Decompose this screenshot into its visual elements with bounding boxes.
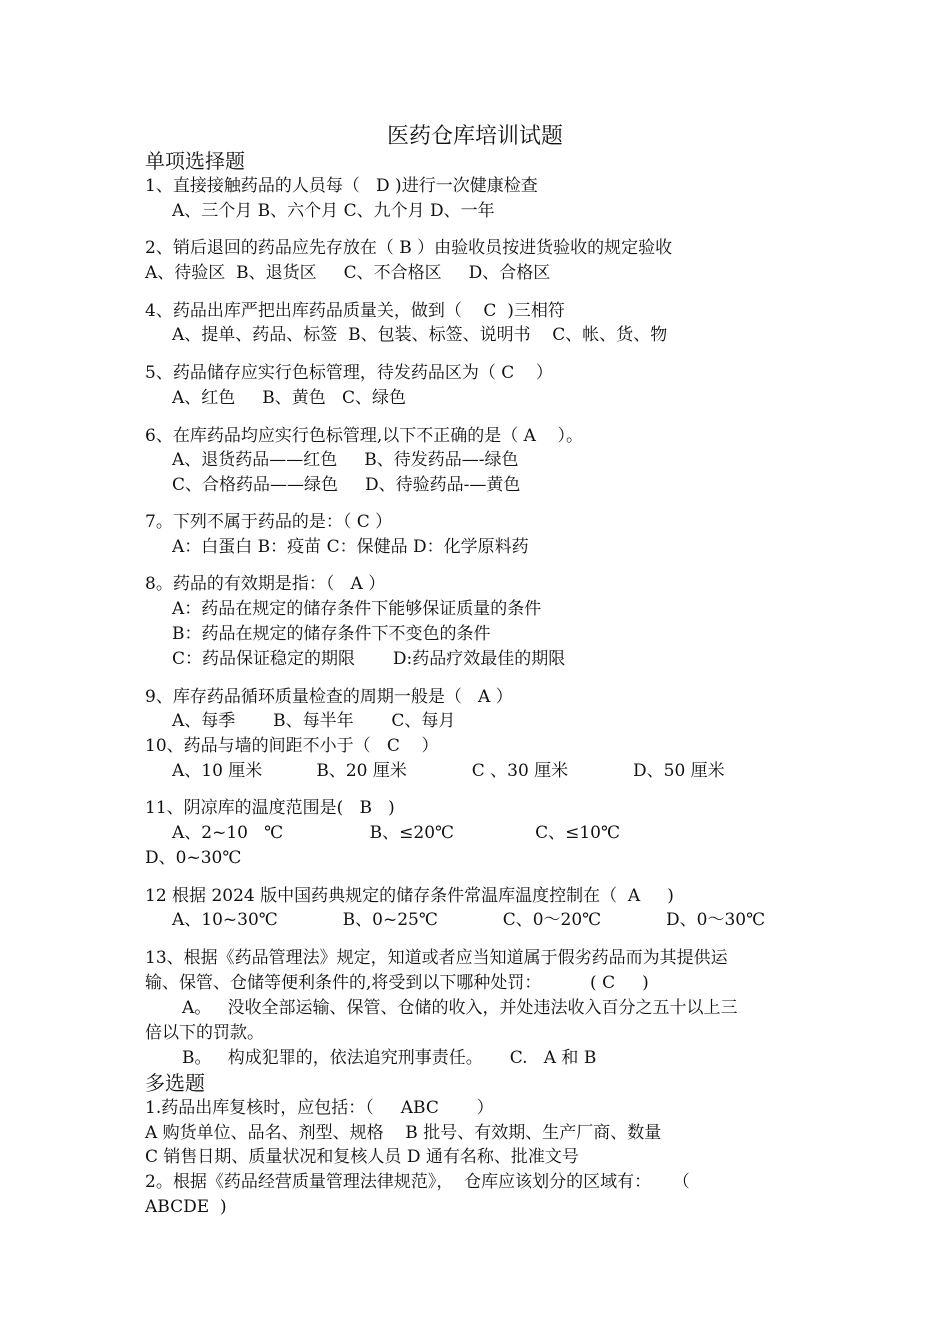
options-line: A、10~30℃ B、0~25℃ C、0～20℃ D、0～30℃ — [172, 910, 766, 930]
question-line: 2。根据《药品经营质量管理法律规范》， 仓库应该划分的区域有： （ — [145, 1172, 690, 1192]
question-line: 7。下列不属于药品的是：（ C ） — [145, 512, 393, 532]
question-line: ABCDE ) — [145, 1197, 227, 1217]
options-line: A、2~10 ℃ B、≤20℃ C、≤10℃ — [172, 823, 621, 843]
options-line: 倍以下的罚款。 — [145, 1023, 264, 1043]
question-line: 1.药品出库复核时，应包括：（ ABC ） — [145, 1098, 494, 1118]
options-line: A、红色 B、黄色 C、绿色 — [172, 388, 407, 408]
options-line: A、三个月 B、六个月 C、九个月 D、一年 — [172, 201, 495, 221]
question-line: 输、保管、仓储等便利条件的,将受到以下哪种处罚： ( C ) — [145, 973, 649, 993]
options-line: B：药品在规定的储存条件下不变色的条件 — [172, 624, 491, 644]
options-line: B。 构成犯罪的，依法追究刑事责任。 C. A 和 B — [182, 1048, 597, 1068]
question-line: 9、库存药品循环质量检查的周期一般是（ A ） — [145, 687, 513, 707]
options-line: C：药品保证稳定的期限 D:药品疗效最佳的期限 — [172, 649, 566, 669]
options-line: C、合格药品——绿色 D、待验药品-—黄色 — [172, 475, 521, 495]
question-line: 2、销后退回的药品应先存放在（ B ）由验收员按进货验收的规定验收 — [145, 238, 673, 258]
question-line: 13、根据《药品管理法》规定，知道或者应当知道属于假劣药品而为其提供运 — [145, 948, 728, 968]
options-line: A：白蛋白 B：疫苗 C：保健品 D：化学原料药 — [172, 537, 529, 557]
options-line: A。 没收全部运输、保管、仓储的收入，并处违法收入百分之五十以上三 — [182, 998, 738, 1018]
question-line: 5、药品储存应实行色标管理，待发药品区为（ C ） — [145, 363, 553, 383]
question-line: 6、在库药品均应实行色标管理,以下不正确的是（ A ）。 — [145, 426, 584, 446]
question-line: 10、药品与墙的间距不小于（ C ） — [145, 736, 439, 756]
options-line: A、提单、药品、标签 B、包装、标签、说明书 C、帐、货、物 — [172, 325, 668, 345]
options-line: A、待验区 B、退货区 C、不合格区 D、合格区 — [145, 263, 551, 283]
section-heading-multiple-choice: 多选题 — [145, 1071, 205, 1095]
question-line: 4、药品出库严把出库药品质量关，做到（ C )三相符 — [145, 301, 565, 321]
question-line: 8。药品的有效期是指：（ A ） — [145, 574, 386, 594]
options-line: A 购货单位、品名、剂型、规格 B 批号、有效期、生产厂商、数量 — [145, 1123, 662, 1143]
section-heading-single-choice: 单项选择题 — [145, 149, 245, 173]
question-line: 1、直接接触药品的人员每（ D )进行一次健康检查 — [145, 176, 538, 196]
options-line: A、退货药品——红色 B、待发药品—-绿色 — [172, 450, 519, 470]
page-title: 医药仓库培训试题 — [386, 124, 563, 149]
question-line: 11、阴凉库的温度范围是( B ) — [145, 798, 395, 818]
options-line: D、0~30℃ — [145, 848, 242, 868]
options-line: A、每季 B、每半年 C、每月 — [172, 711, 456, 731]
question-line: 12 根据 2024 版中国药典规定的储存条件常温库温度控制在（ A ) — [145, 886, 674, 906]
options-line: A、10 厘米 B、20 厘米 C 、30 厘米 D、50 厘米 — [172, 761, 725, 781]
options-line: C 销售日期、质量状况和复核人员 D 通有名称、批准文号 — [145, 1147, 579, 1167]
options-line: A：药品在规定的储存条件下能够保证质量的条件 — [172, 599, 542, 619]
